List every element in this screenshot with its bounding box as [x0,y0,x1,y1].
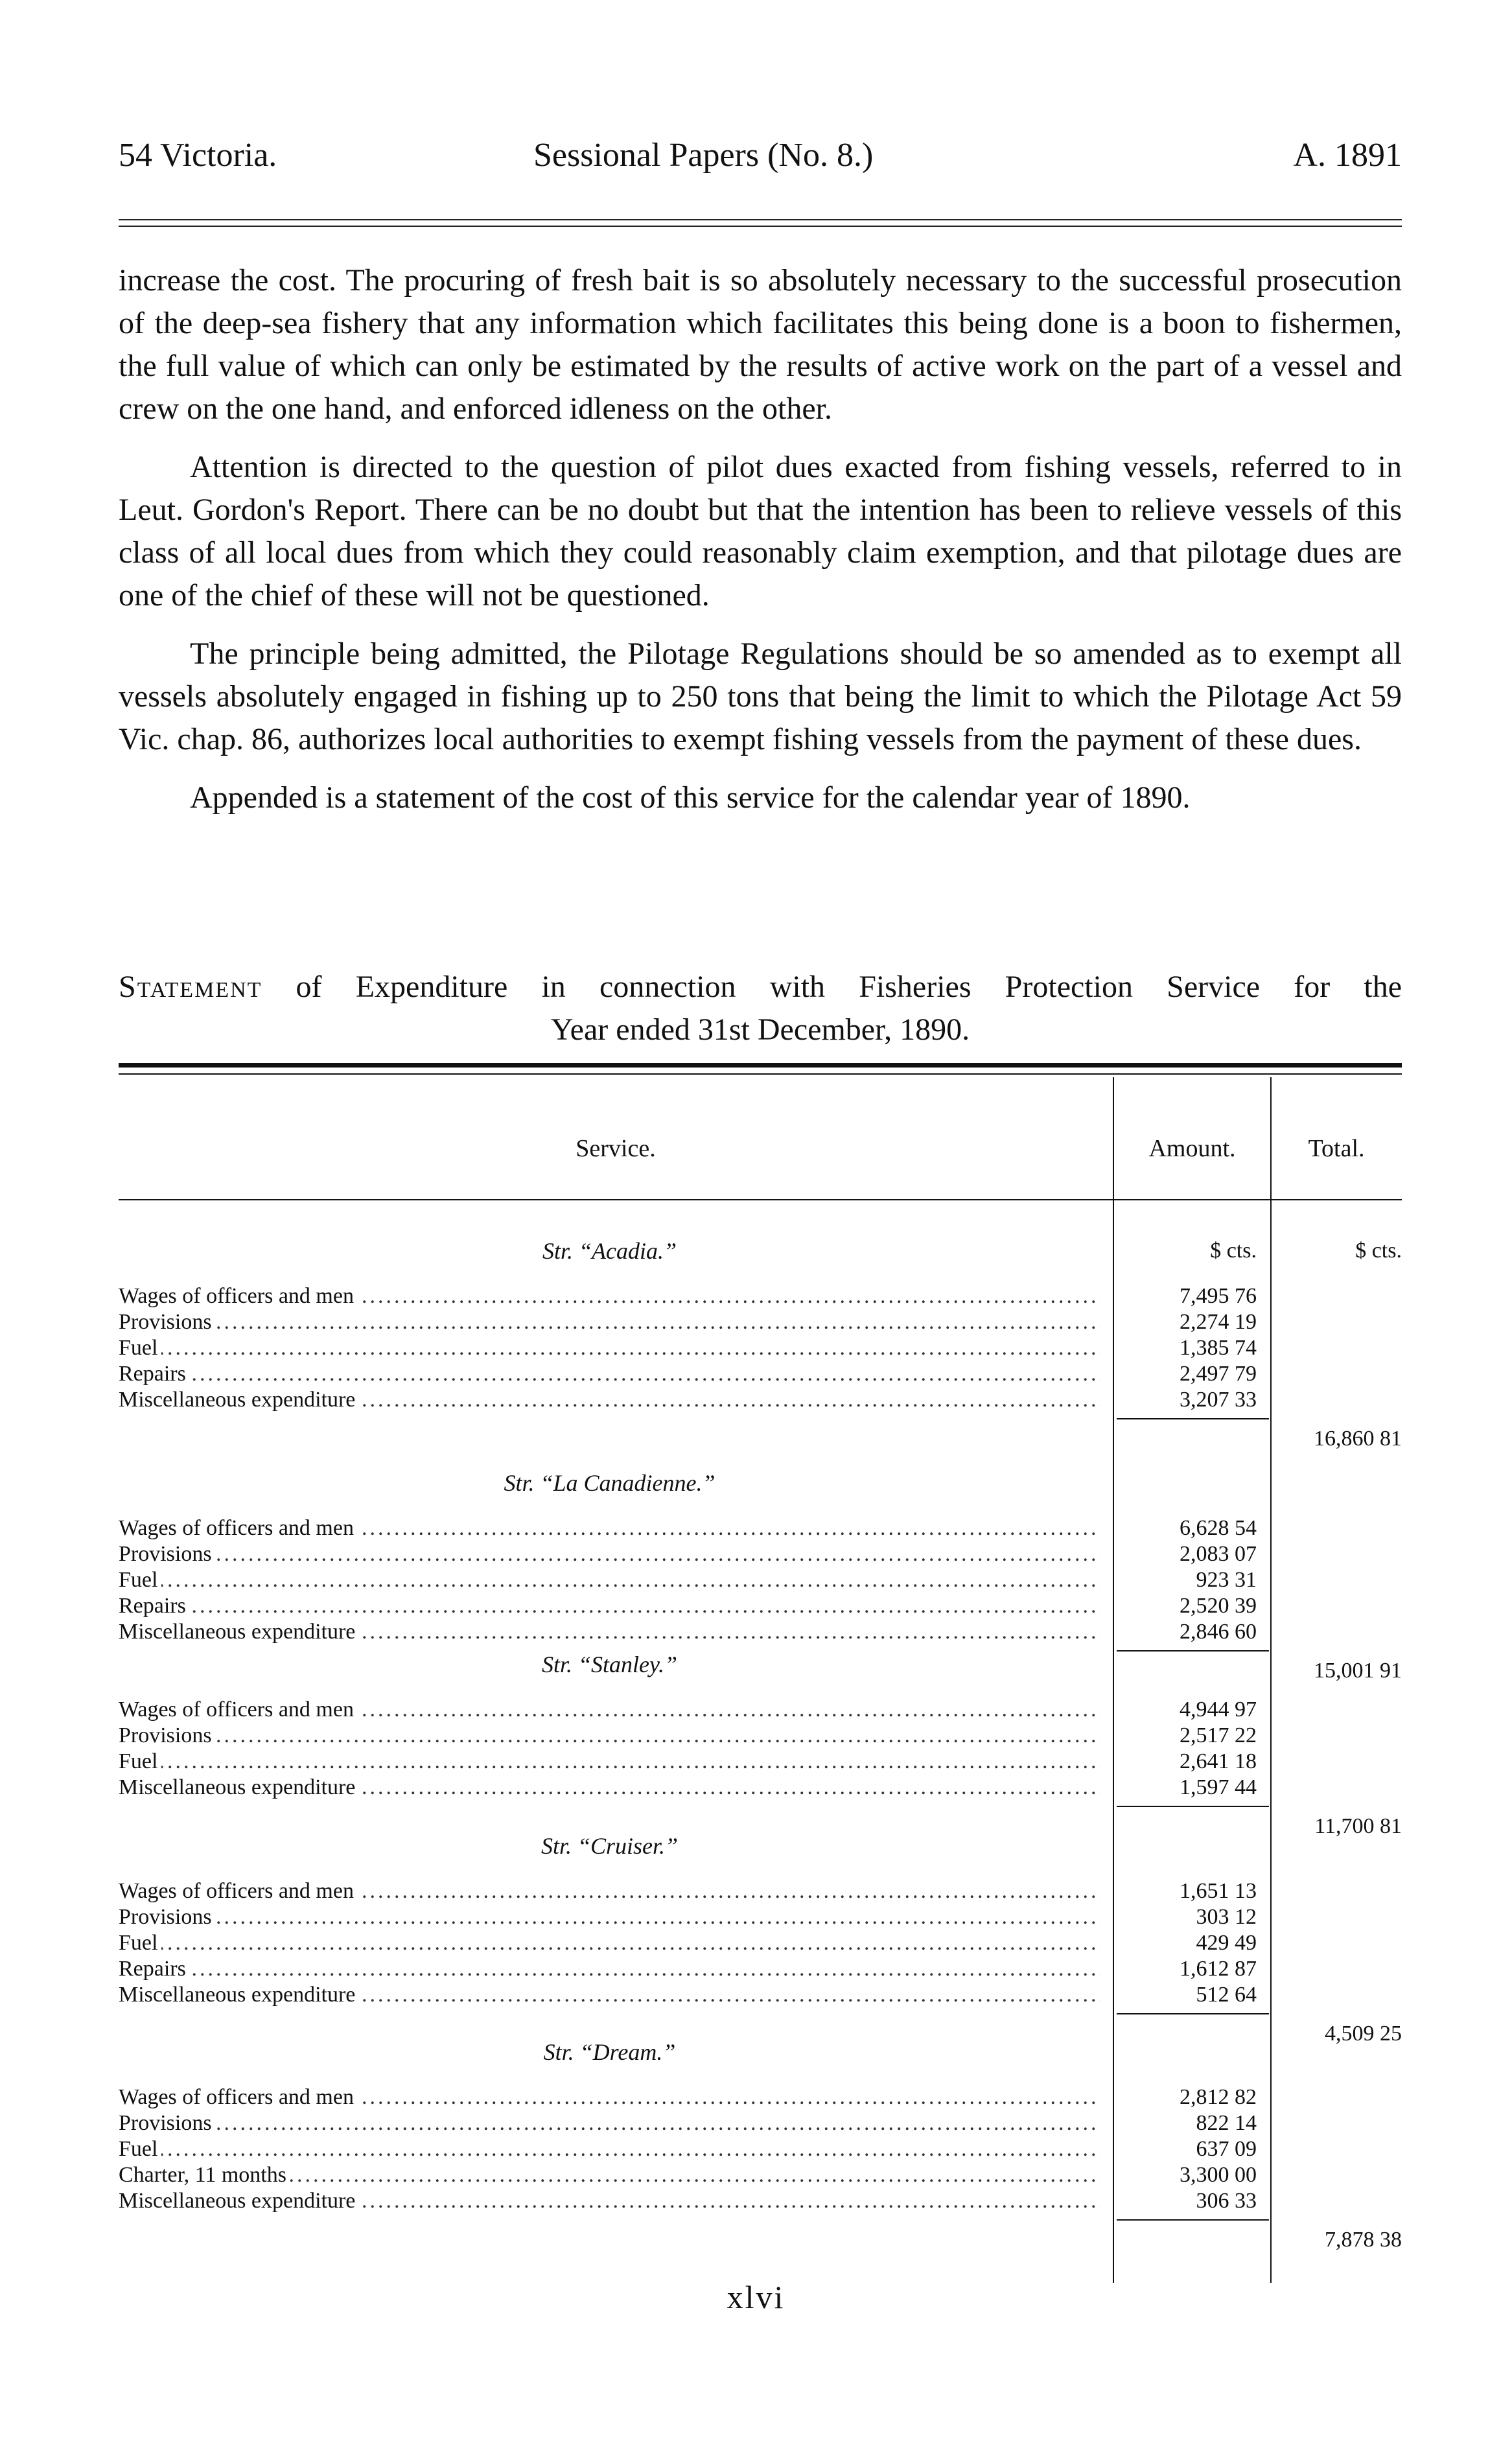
header-year: A. 1891 [1293,137,1402,174]
row-label: Provisions ..... [119,1541,1100,1567]
section-total: 16,860 81 [1314,1427,1402,1451]
table-row [119,1878,1402,1904]
table-header-rule [119,1199,1402,1200]
row-label: Miscellaneous expenditure ..... [119,2188,1100,2214]
section-total: 15,001 91 [1314,1659,1402,1683]
row-amount: 1,612 87 [1180,1957,1257,1981]
expenditure-table [119,1231,1402,2307]
statement-title-line-1 [119,966,1402,1009]
table-row [119,1567,1402,1593]
row-label: Wages of officers and men ..... [119,1697,1100,1723]
page-number: xlvi [727,2279,785,2315]
section-name: Str. “Cruiser.” [541,1833,679,1859]
header-total: Total. [1308,1135,1365,1162]
row-amount: 1,597 44 [1180,1775,1257,1799]
header-title: Sessional Papers (No. 8.) [533,137,874,174]
running-header [119,136,1402,181]
table-top-rule [119,1063,1402,1068]
section-name: Str. “Dream.” [543,2039,676,2065]
row-label: Wages of officers and men ..... [119,1283,1100,1309]
table-row [119,2110,1402,2136]
row-label: Wages of officers and men ..... [119,1878,1100,1904]
paragraph-4: Appended is a statement of the cost of this service for the calendar year of 1890. [190,780,1191,815]
row-label: Fuel ..... [119,2136,1100,2162]
subtotal-rule [1117,2219,1269,2221]
row-amount: 2,812 82 [1180,2085,1257,2109]
table-row [119,1697,1402,1723]
row-label: Provisions ..... [119,1723,1100,1749]
statement-line-1: of Expenditure in connection with Fisheries Protection Service for the [262,970,1402,1004]
amount-unit: $ cts. [1210,1239,1257,1263]
table-row [119,1982,1402,2008]
row-amount: 2,846 60 [1180,1620,1257,1644]
table-row [119,2188,1402,2214]
row-label: Miscellaneous expenditure ..... [119,1982,1100,2008]
section-name: Str. “La Canadienne.” [504,1470,715,1496]
paragraph-2: Attention is directed to the question of pilot dues exacted from fishing vessels, referred to in Leut. Gordon's Report. There can be no doubt but that the intention has been to relieve vessels of this class of all local dues from which they could reasonably claim exemption, and that pilotage dues are one of the chief of these will not be questioned. [119,450,1402,613]
table-row [119,1593,1402,1619]
row-amount: 512 64 [1196,1983,1257,2007]
row-label: Repairs ..... [119,1956,1100,1982]
statement-lead: Statement [119,970,262,1004]
table-row [119,1309,1402,1335]
row-label: Provisions ..... [119,1309,1100,1335]
header-volume: 54 Victoria. [119,137,277,174]
row-amount: 7,495 76 [1180,1284,1257,1308]
row-amount: 6,628 54 [1180,1516,1257,1540]
row-label: Provisions ..... [119,1904,1100,1930]
table-row [119,1335,1402,1361]
row-label: Miscellaneous expenditure ..... [119,1775,1100,1801]
row-label: Miscellaneous expenditure ..... [119,1387,1100,1413]
table-row [119,2084,1402,2110]
row-amount: 3,300 00 [1180,2163,1257,2187]
row-amount: 2,274 19 [1180,1310,1257,1334]
section-name: Str. “Stanley.” [541,1651,678,1677]
row-amount: 2,497 79 [1180,1362,1257,1386]
paragraph-1: increase the cost. The procuring of fresh bait is so absolutely necessary to the successful prosecution of the deep-sea fishery that any information which facilitates this being done is a boon to fishermen, the full value of which can only be estimated by the results of active work on the part of a vessel and crew on the one hand, and enforced idleness on the other. [119,263,1402,426]
row-label: Miscellaneous expenditure ..... [119,1619,1100,1645]
row-label: Repairs ..... [119,1361,1100,1387]
row-label: Wages of officers and men ..... [119,1515,1100,1541]
row-amount: 637 09 [1196,2137,1257,2161]
table-row [119,1361,1402,1387]
row-amount: 2,083 07 [1180,1542,1257,1566]
row-amount: 2,517 22 [1180,1723,1257,1747]
row-amount: 1,651 13 [1180,1879,1257,1903]
section-total: 11,700 81 [1314,1814,1402,1838]
section-total: 4,509 25 [1325,2022,1402,2046]
row-amount: 2,520 39 [1180,1594,1257,1618]
row-amount: 4,944 97 [1180,1698,1257,1721]
row-label: Fuel ..... [119,1567,1100,1593]
row-amount: 1,385 74 [1180,1336,1257,1360]
header-service: Service. [576,1135,656,1162]
table-row [119,1904,1402,1930]
statement-title [119,966,1402,1051]
row-amount: 429 49 [1196,1931,1257,1955]
table-row [119,2136,1402,2162]
header-amount: Amount. [1148,1135,1236,1162]
row-label: Wages of officers and men ..... [119,2084,1100,2110]
table-row [119,1387,1402,1413]
row-amount: 2,641 18 [1180,1749,1257,1773]
body-text [119,259,1402,835]
table-top-rule-thin [119,1073,1402,1075]
row-label: Provisions ..... [119,2110,1100,2136]
section-name: Str. “Acadia.” [542,1238,677,1264]
section-total: 7,878 38 [1325,2228,1402,2252]
table-row [119,2162,1402,2188]
table-row [119,1930,1402,1956]
statement-line-2: Year ended 31st December, 1890. [550,1012,970,1047]
row-amount: 3,207 33 [1180,1388,1257,1412]
row-amount: 822 14 [1196,2111,1257,2135]
row-amount: 303 12 [1196,1905,1257,1929]
row-amount: 306 33 [1196,2189,1257,2213]
table-row [119,1619,1402,1645]
table-row [119,1515,1402,1541]
row-label: Charter, 11 months ..... [119,2162,1100,2188]
table-row [119,1283,1402,1309]
table-row [119,1749,1402,1775]
row-label: Repairs ..... [119,1593,1100,1619]
subtotal-rule [1117,1806,1269,1807]
row-label: Fuel ..... [119,1335,1100,1361]
table-row [119,1541,1402,1567]
subtotal-rule [1117,1418,1269,1419]
row-label: Fuel ..... [119,1930,1100,1956]
paragraph-3: The principle being admitted, the Pilotage Regulations should be so amended as to exempt all vessels absolutely engaged in fishing up to 250 tons that being the limit to which the Pilotage Act 59 Vic. chap. 86, authorizes local authorities to exempt fishing vessels from the payment of these dues. [119,636,1402,756]
table-row [119,1723,1402,1749]
total-unit: $ cts. [1355,1239,1402,1263]
header-rule [119,219,1402,227]
row-label: Fuel ..... [119,1749,1100,1775]
subtotal-rule [1117,1650,1269,1651]
subtotal-rule [1117,2013,1269,2014]
table-row [119,1775,1402,1801]
table-row [119,1956,1402,1982]
row-amount: 923 31 [1196,1568,1257,1592]
